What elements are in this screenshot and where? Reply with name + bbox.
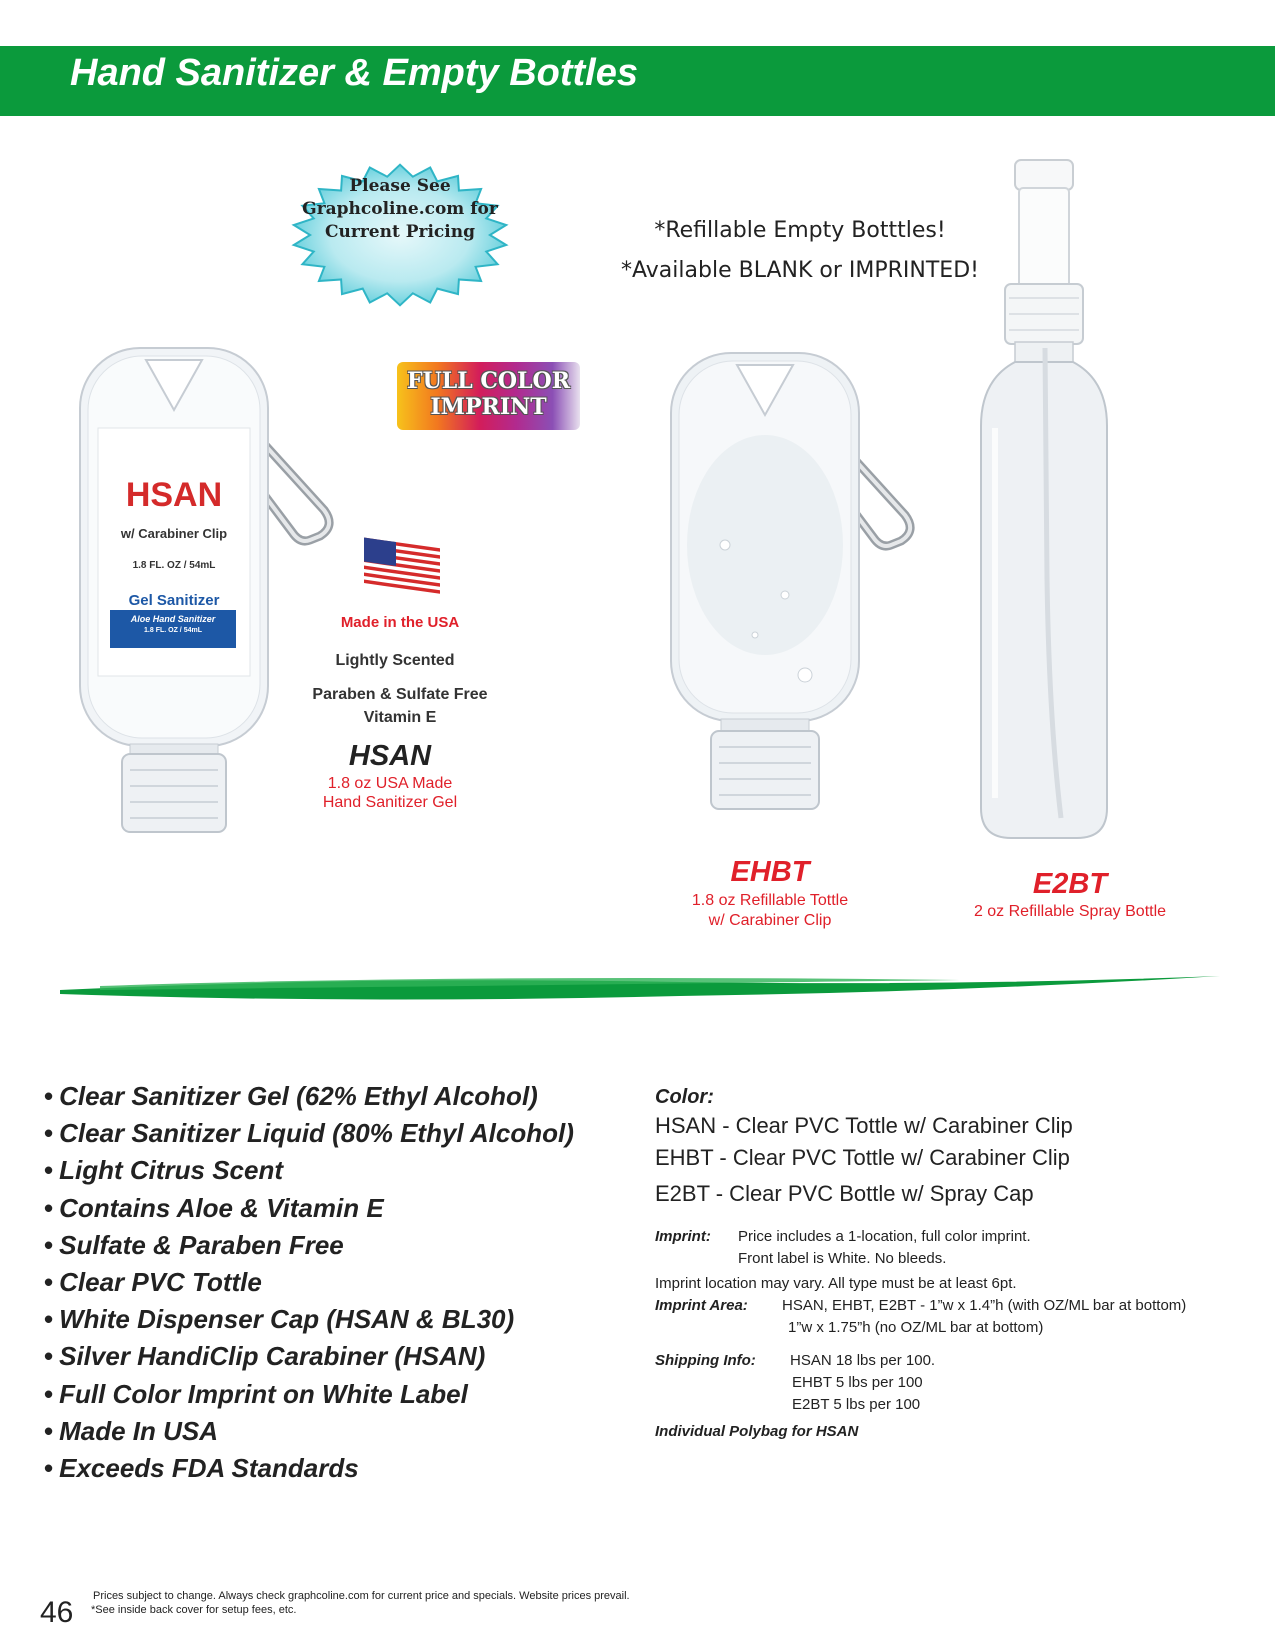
- color-line-e2bt: E2BT - Clear PVC Bottle w/ Spray Cap: [655, 1181, 1034, 1206]
- imprint-badge-line1: FULL COLOR: [407, 368, 570, 394]
- vitamin-e-text: Vitamin E: [363, 709, 437, 726]
- color-line-hsan: HSAN - Clear PVC Tottle w/ Carabiner Clip: [655, 1113, 1073, 1138]
- hsan-label-type: Gel Sanitizer: [128, 592, 220, 609]
- shipping-line3: E2BT 5 lbs per 100: [792, 1396, 921, 1413]
- product-desc-ehbt-line1: 1.8 oz Refillable Tottle: [691, 892, 849, 909]
- price-badge-line3: Current Pricing: [324, 222, 475, 242]
- feature-bullet: • Clear Sanitizer Liquid (80% Ethyl Alcohol): [44, 1115, 574, 1152]
- ehbt-bottle-image: [665, 345, 925, 845]
- imprint-badge-line2: IMPRINT: [430, 394, 547, 420]
- product-code-e2bt: E2BT: [1032, 868, 1108, 900]
- product-desc-e2bt: 2 oz Refillable Spray Bottle: [973, 903, 1167, 920]
- feature-bullet-list: [44, 1078, 574, 1487]
- feature-bullet: • Sulfate & Paraben Free: [44, 1227, 574, 1264]
- imprint-line3: Imprint location may vary. All type must be at least 6pt.: [655, 1275, 1017, 1292]
- product-code-hsan: HSAN: [348, 740, 432, 772]
- hsan-label-brand: HSAN: [125, 476, 223, 514]
- product-desc-hsan-line1: 1.8 oz USA Made: [327, 775, 453, 792]
- refill-note-line2: *Available BLANK or IMPRINTED!: [621, 258, 979, 283]
- full-color-imprint-badge: [397, 362, 580, 430]
- imprint-area-label: Imprint Area:: [655, 1297, 748, 1314]
- us-flag-icon: [360, 537, 446, 602]
- product-desc-ehbt-line2: w/ Carabiner Clip: [708, 912, 832, 929]
- color-line-ehbt: EHBT - Clear PVC Tottle w/ Carabiner Clip: [655, 1145, 1070, 1170]
- page-number: 46: [40, 1596, 74, 1629]
- hsan-label-sub: w/ Carabiner Clip: [120, 526, 228, 541]
- feature-bullet: • Silver HandiClip Carabiner (HSAN): [44, 1338, 574, 1375]
- hsan-label-bar-line2: 1.8 FL. OZ / 54mL: [144, 627, 202, 634]
- feature-bullet: • Clear PVC Tottle: [44, 1264, 574, 1301]
- color-heading: Color:: [655, 1086, 714, 1108]
- feature-bullet: • Clear Sanitizer Gel (62% Ethyl Alcohol): [44, 1078, 574, 1115]
- polybag-note: Individual Polybag for HSAN: [655, 1423, 859, 1440]
- product-code-ehbt: EHBT: [730, 856, 810, 888]
- green-swoosh-divider: [60, 972, 1225, 1017]
- hsan-label-bar-line1: Aloe Hand Sanitizer: [130, 614, 216, 624]
- imprint-label: Imprint:: [655, 1228, 711, 1245]
- e2bt-bottle-image: [975, 158, 1125, 843]
- price-badge-line2: Graphcoline.com for: [302, 199, 498, 219]
- imprint-area-line1: HSAN, EHBT, E2BT - 1”w x 1.4”h (with OZ/ML bar at bottom): [782, 1297, 1187, 1314]
- shipping-label: Shipping Info:: [655, 1352, 756, 1369]
- imprint-area-line2: 1”w x 1.75”h (no OZ/ML bar at bottom): [788, 1319, 1044, 1336]
- feature-bullet: • Full Color Imprint on White Label: [44, 1376, 574, 1413]
- feature-bullet: • White Dispenser Cap (HSAN & BL30): [44, 1301, 574, 1338]
- feature-bullet: • Exceeds FDA Standards: [44, 1450, 574, 1487]
- footer-line2: *See inside back cover for setup fees, etc.: [91, 1604, 297, 1616]
- made-in-usa-text: Made in the USA: [340, 614, 460, 631]
- footer-line1: Prices subject to change. Always check graphcoline.com for current price and specials. Website prices prevail.: [93, 1590, 630, 1602]
- shipping-line1: HSAN 18 lbs per 100.: [790, 1352, 936, 1369]
- feature-bullet: • Contains Aloe & Vitamin E: [44, 1190, 574, 1227]
- product-desc-hsan-line2: Hand Sanitizer Gel: [322, 794, 458, 811]
- hsan-label-size: 1.8 FL. OZ / 54mL: [132, 560, 216, 571]
- feature-bullet: • Made In USA: [44, 1413, 574, 1450]
- imprint-line1: Price includes a 1-location, full color imprint.: [738, 1228, 1031, 1245]
- refill-note-line1: *Refillable Empty Botttles!: [654, 218, 946, 243]
- lightly-scented-text: Lightly Scented: [335, 652, 455, 669]
- imprint-line2: Front label is White. No bleeds.: [738, 1250, 947, 1267]
- price-badge: [288, 160, 512, 310]
- page-title: Hand Sanitizer & Empty Bottles: [70, 52, 638, 94]
- feature-bullet: • Light Citrus Scent: [44, 1152, 574, 1189]
- paraben-sulfate-free-text: Paraben & Sulfate Free: [312, 686, 488, 703]
- price-badge-line1: Please See: [349, 176, 451, 196]
- shipping-line2: EHBT 5 lbs per 100: [792, 1374, 923, 1391]
